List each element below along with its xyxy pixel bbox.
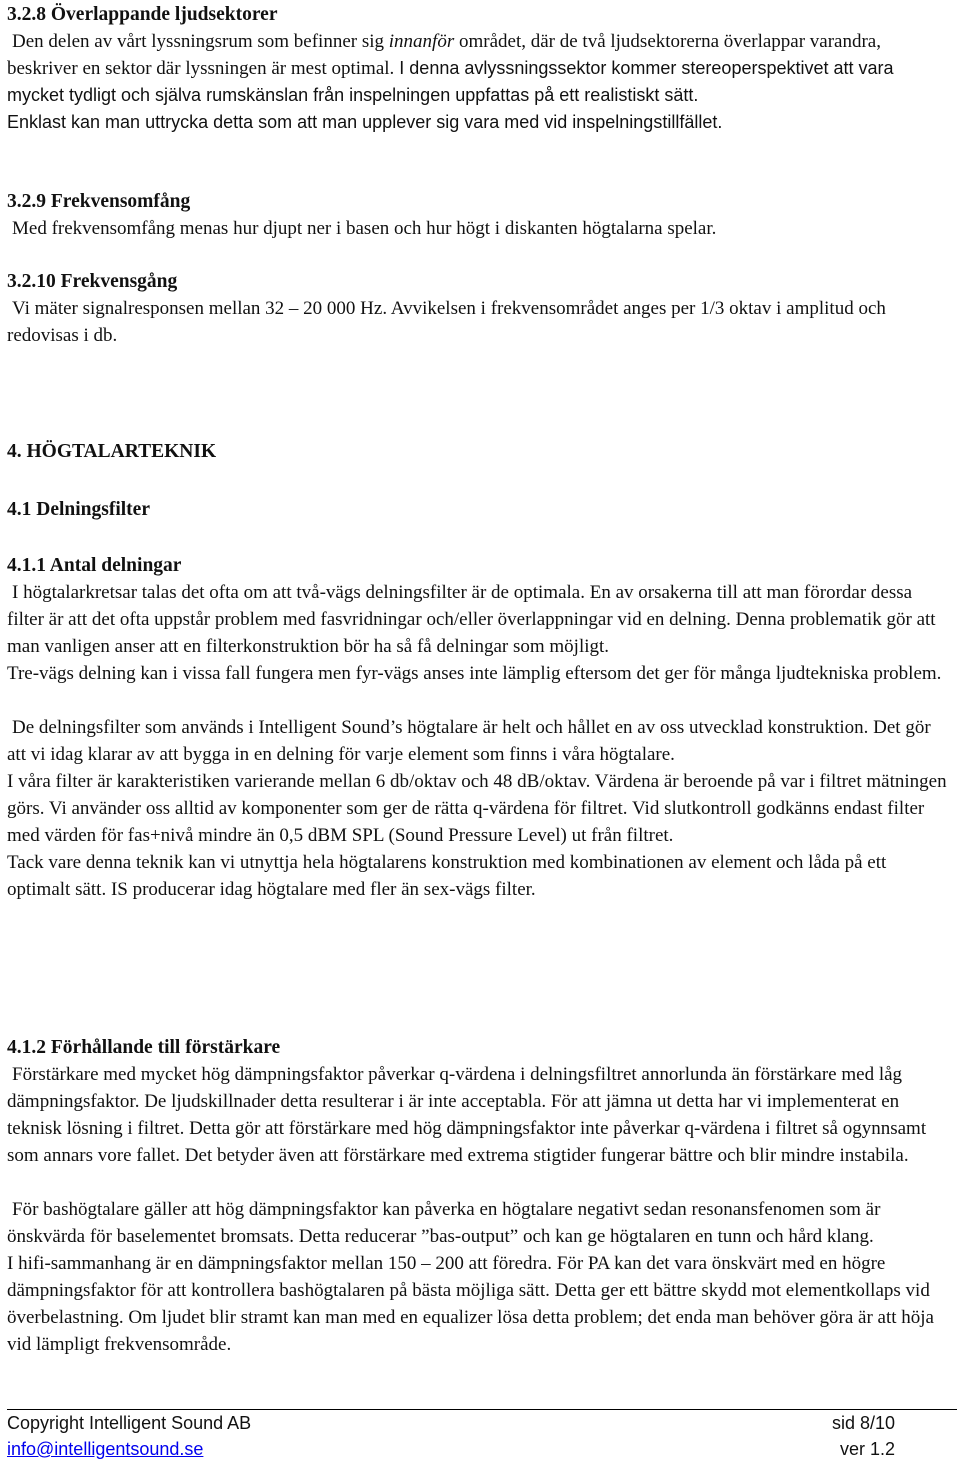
- chapter-4: [7, 438, 953, 465]
- text-run: Den delen av vårt lyssningsrum som befinner sig: [12, 31, 389, 52]
- section-heading: 4.1.1 Antal delningar: [7, 555, 182, 576]
- version-text: ver 1.2: [839, 1439, 895, 1459]
- paragraph: I högtalarkretsar talas det ofta om att två-vägs delningsfilter är de optimala. En av orsakerna till att man förordar dessa filter är att det ofta uppstår problem med fasvridningar och/eller överlappningar vid en delning. Denna problematik gör att man vanligen anser att en filterkonstruktion bör ha så få delningar som möjligt.: [7, 582, 936, 657]
- section-3-2-10: [7, 268, 953, 349]
- section-4-1-1: [7, 552, 953, 903]
- paragraph: Med frekvensomfång menas hur djupt ner i basen och hur högt i diskanten högtalarna spelar.: [12, 218, 717, 239]
- section-4-1-2: [7, 1034, 953, 1358]
- page-footer: [7, 1409, 957, 1462]
- paragraph: I hifi-sammanhang är en dämpningsfaktor mellan 150 – 200 att föredra. För PA kan det vara önskvärt med en högre dämpningsfaktor för att kontrollera bashögtalaren på bästa möjliga sätt. Detta ger ett bättre skydd mot elementkollaps vid överbelastning. Om ljudet blir stramt kan man med en equalizer lösa detta problem; det enda man behöver göra är att höja vid lämpligt frekvensområde.: [7, 1253, 934, 1355]
- paragraph: [7, 28, 953, 109]
- emphasis-text: innanför: [388, 31, 455, 52]
- paragraph: Förstärkare med mycket hög dämpningsfaktor påverkar q-värdena i delningsfiltret annorlunda än förstärkare med låg dämpningsfaktor. De ljudskillnader detta resulterar i är inte acceptabla. För att jämna ut detta har vi implementerat en teknisk lösning i filtret. Detta gör att förstärkare med hög dämpningsfaktor inte påverkar q-värdena i filtret så ogynnsamt som annars vore fallet. Det betyder även att förstärkare med extrema stigtider fungerar bättre och blir mindre instabila.: [7, 1064, 927, 1166]
- email-link[interactable]: info@intelligentsound.se: [7, 1439, 204, 1459]
- section-3-2-8: [7, 1, 953, 136]
- paragraph: Tre-vägs delning kan i vissa fall fungera men fyr-vägs anses inte lämplig eftersom det ger för många ljudtekniska problem.: [7, 663, 942, 684]
- footer-row: [7, 1410, 957, 1436]
- section-heading: 3.2.8 Överlappande ljudsektorer: [7, 4, 278, 25]
- paragraph: För bashögtalare gäller att hög dämpningsfaktor kan påverka en högtalare negativt sedan resonansfenomen som är önskvärda för baselementet bromsats. Detta reducerar ”bas-output” och kan ge högtalaren en tunn och hård klang.: [7, 1199, 881, 1247]
- section-heading: 4.1 Delningsfilter: [7, 499, 150, 520]
- page-number: sid 8/10: [831, 1413, 895, 1433]
- text-run: I denna avlyssningssektor kommer stereoperspektivet att vara mycket tydligt och själva rumskänslan från inspelningen uppfattas på ett realistiskt sätt.: [7, 58, 894, 105]
- chapter-heading: 4. HÖGTALARTEKNIK: [7, 441, 217, 462]
- paragraph: I våra filter är karakteristiken varierande mellan 6 db/oktav och 48 dB/oktav. Värdena är beroende på var i filtret mätningen görs. Vi använder oss alltid av komponenter som ger de rätta q-värdena för filtret. Vid slutkontroll godkänns endast filter med värden för fas+nivå mindre än 0,5 dBM SPL (Sound Pressure Level) ut från filtret.: [7, 771, 947, 846]
- text-run: området, där de två ljudsektorerna överlappar varandra, beskriver en sektor där lyssningen är mest optimal.: [7, 31, 881, 79]
- paragraph: De delningsfilter som används i Intelligent Sound’s högtalare är helt och hållet en av oss utvecklad konstruktion. Det gör att vi idag klarar av att bygga in en delning för varje element som finns i våra högtalare.: [7, 717, 931, 765]
- paragraph: Enklast kan man uttrycka detta som att man upplever sig vara med vid inspelningstillfället.: [7, 112, 723, 132]
- section-heading: 4.1.2 Förhållande till förstärkare: [7, 1037, 281, 1058]
- paragraph: Vi mäter signalresponsen mellan 32 – 20 000 Hz. Avvikelsen i frekvensområdet anges per 1/3 oktav i amplitud och redovisas i db.: [7, 298, 886, 346]
- section-heading: 3.2.9 Frekvensomfång: [7, 191, 191, 212]
- paragraph: Tack vare denna teknik kan vi utnyttja hela högtalarens konstruktion med kombinationen av element och låda på ett optimalt sätt. IS producerar idag högtalare med fler än sex-vägs filter.: [7, 852, 887, 900]
- footer-row: [7, 1436, 957, 1462]
- section-4-1: [7, 496, 953, 523]
- copyright-text: Copyright Intelligent Sound AB: [7, 1413, 252, 1433]
- section-3-2-9: [7, 188, 953, 242]
- section-heading: 3.2.10 Frekvensgång: [7, 271, 178, 292]
